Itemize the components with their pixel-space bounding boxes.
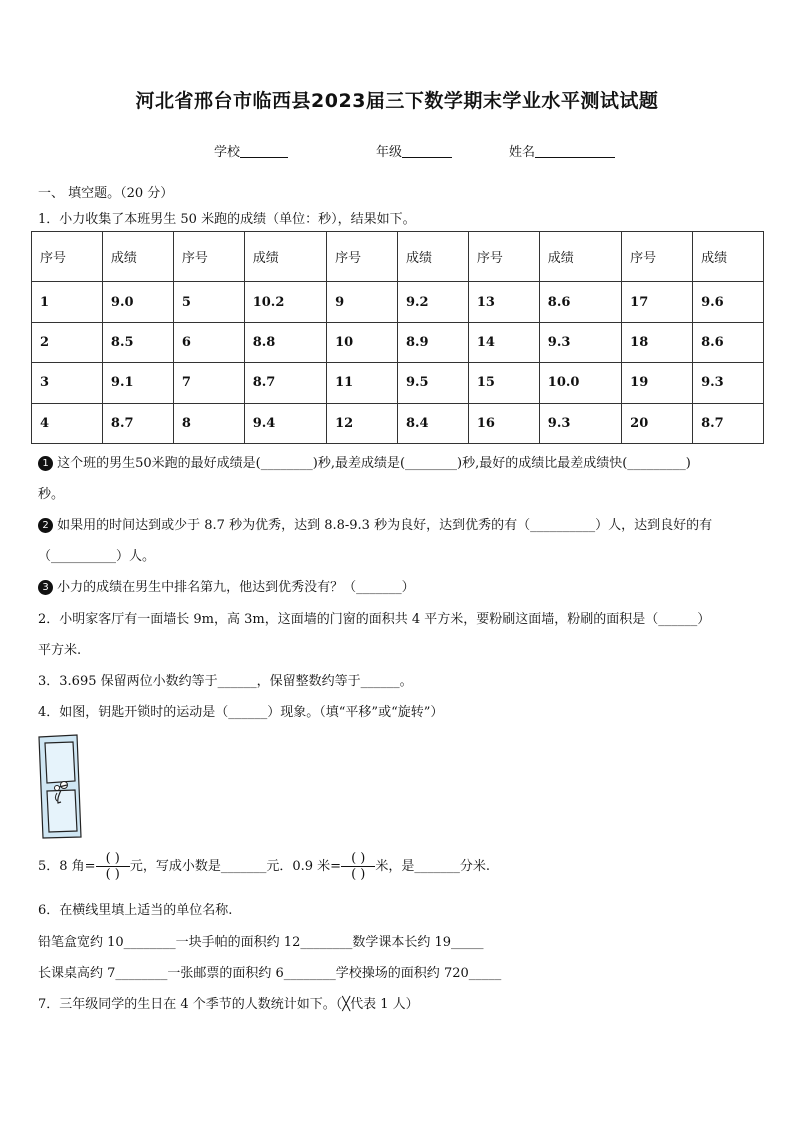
table-cell-index: 12: [327, 403, 398, 443]
table-cell-index: 7: [173, 363, 244, 403]
page-title: 河北省邢台市临西县2023届三下数学期末学业水平测试试题: [135, 90, 659, 112]
grade-label: 年级: [376, 145, 403, 160]
table-cell-index: 4: [32, 403, 103, 443]
question-1-sub1-line1: 这个班的男生50米跑的最好成绩是(________)秒,最差成绩是(________)秒,最好的成绩比最差成绩快(_________): [57, 456, 691, 471]
question-1-text: 1．小力收集了本班男生 50 米跑的成绩（单位：秒），结果如下。: [38, 212, 416, 227]
table-cell-score: 10.0: [539, 363, 621, 403]
table-cell-score: 8.6: [539, 282, 621, 322]
table-cell-score: 9.1: [102, 363, 173, 403]
school-field[interactable]: [214, 141, 288, 160]
fraction-yuan: [96, 851, 130, 882]
question-1-sub2: [38, 514, 712, 533]
table-cell-score: 8.5: [102, 322, 173, 362]
question-6-line2: 长课桌高约 7________一张邮票的面积约 6________学校操场的面积约 720_____: [38, 966, 502, 981]
score-table: [31, 231, 764, 444]
circled-number-1: 1: [38, 456, 53, 471]
fraction-meter: [341, 851, 375, 882]
table-cell-score: 9.3: [539, 403, 621, 443]
question-1-sub3: [38, 576, 415, 595]
question-6-intro: 6．在横线里填上适当的单位名称.: [38, 903, 233, 918]
question-5-part2: 元，写成小数是_______元．0.9 米=: [129, 859, 342, 874]
table-cell-index: 14: [468, 322, 539, 362]
table-cell-index: 20: [622, 403, 693, 443]
table-cell-index: 8: [173, 403, 244, 443]
question-4: 4．如图，钥匙开锁时的运动是（______）现象。（填“平移”或“旋转”）: [38, 705, 444, 720]
table-cell-score: 8.6: [693, 322, 764, 362]
name-label: 姓名: [509, 145, 536, 160]
circled-number-2: 2: [38, 518, 53, 533]
fraction-meter-numerator[interactable]: ( ): [341, 851, 375, 867]
circled-number-3: 3: [38, 580, 53, 595]
grade-field[interactable]: [376, 141, 452, 160]
question-6-line1: 铅笔盒宽约 10________一块手帕的面积约 12________数学课本长约 19_____: [38, 935, 484, 950]
school-blank[interactable]: [240, 145, 288, 158]
question-1-sub3-line: 小力的成绩在男生中排名第九，他达到优秀没有？（_______）: [57, 580, 415, 595]
name-blank[interactable]: [535, 145, 615, 158]
table-row: [32, 363, 764, 403]
table-cell-index: 2: [32, 322, 103, 362]
question-7: 7．三年级同学的生日在 4 个季节的人数统计如下。（╳代表 1 人）: [38, 997, 419, 1012]
table-header-cell: 序号: [622, 232, 693, 282]
question-5-part3: 米，是_______分米.: [375, 859, 490, 874]
question-1-sub2-line1: 如果用的时间达到或少于 8.7 秒为优秀，达到 8.8-9.3 秒为良好，达到优秀的有（__________）人，达到良好的有: [57, 518, 713, 533]
table-header-cell: 序号: [32, 232, 103, 282]
table-cell-score: 9.3: [693, 363, 764, 403]
fraction-yuan-denominator[interactable]: ( ): [105, 867, 120, 882]
question-5-part1: 5．8 角=: [38, 859, 96, 874]
table-cell-index: 15: [468, 363, 539, 403]
table-header-cell: 成绩: [539, 232, 621, 282]
table-cell-index: 9: [327, 282, 398, 322]
table-cell-score: 9.6: [693, 282, 764, 322]
table-cell-score: 8.9: [397, 322, 468, 362]
table-cell-score: 9.4: [244, 403, 326, 443]
table-cell-score: 8.8: [244, 322, 326, 362]
table-row: [32, 322, 764, 362]
table-cell-index: 16: [468, 403, 539, 443]
school-label: 学校: [214, 145, 241, 160]
table-cell-score: 9.5: [397, 363, 468, 403]
question-5: [38, 851, 490, 882]
table-cell-index: 1: [32, 282, 103, 322]
table-cell-score: 9.2: [397, 282, 468, 322]
table-header-cell: 序号: [468, 232, 539, 282]
table-header-cell: 序号: [327, 232, 398, 282]
question-2-line2: 平方米.: [38, 643, 82, 658]
question-1-sub2-line2: （__________）人。: [38, 549, 156, 564]
table-header-cell: 序号: [173, 232, 244, 282]
table-cell-index: 5: [173, 282, 244, 322]
table-cell-score: 9.3: [539, 322, 621, 362]
grade-blank[interactable]: [402, 145, 452, 158]
table-cell-index: 3: [32, 363, 103, 403]
question-1-sub1-line2: 秒。: [38, 487, 65, 502]
table-cell-index: 6: [173, 322, 244, 362]
table-header-cell: 成绩: [244, 232, 326, 282]
table-cell-index: 10: [327, 322, 398, 362]
table-cell-score: 8.7: [102, 403, 173, 443]
table-cell-score: 8.7: [693, 403, 764, 443]
fraction-meter-denominator[interactable]: ( ): [351, 867, 366, 882]
table-cell-index: 18: [622, 322, 693, 362]
table-header-cell: 成绩: [397, 232, 468, 282]
question-3: 3．3.695 保留两位小数约等于______，保留整数约等于______。: [38, 674, 413, 689]
table-header-row: [32, 232, 764, 282]
table-header-cell: 成绩: [102, 232, 173, 282]
table-row: [32, 403, 764, 443]
table-cell-score: 10.2: [244, 282, 326, 322]
table-cell-index: 17: [622, 282, 693, 322]
question-1-sub1: [38, 452, 691, 471]
door-with-key-icon: [37, 733, 83, 839]
question-2-line1: 2．小明家客厅有一面墙长 9m，高 3m，这面墙的门窗的面积共 4 平方米，要粉刷这面墙，粉刷的面积是（______）: [38, 612, 711, 627]
table-cell-index: 13: [468, 282, 539, 322]
table-cell-index: 11: [327, 363, 398, 403]
table-cell-index: 19: [622, 363, 693, 403]
fraction-yuan-numerator[interactable]: ( ): [96, 851, 130, 867]
section-heading: 一、 填空题。（20 分）: [38, 186, 174, 201]
table-row: [32, 282, 764, 322]
name-field[interactable]: [509, 141, 615, 160]
table-cell-score: 8.4: [397, 403, 468, 443]
table-cell-score: 8.7: [244, 363, 326, 403]
table-cell-score: 9.0: [102, 282, 173, 322]
table-header-cell: 成绩: [693, 232, 764, 282]
